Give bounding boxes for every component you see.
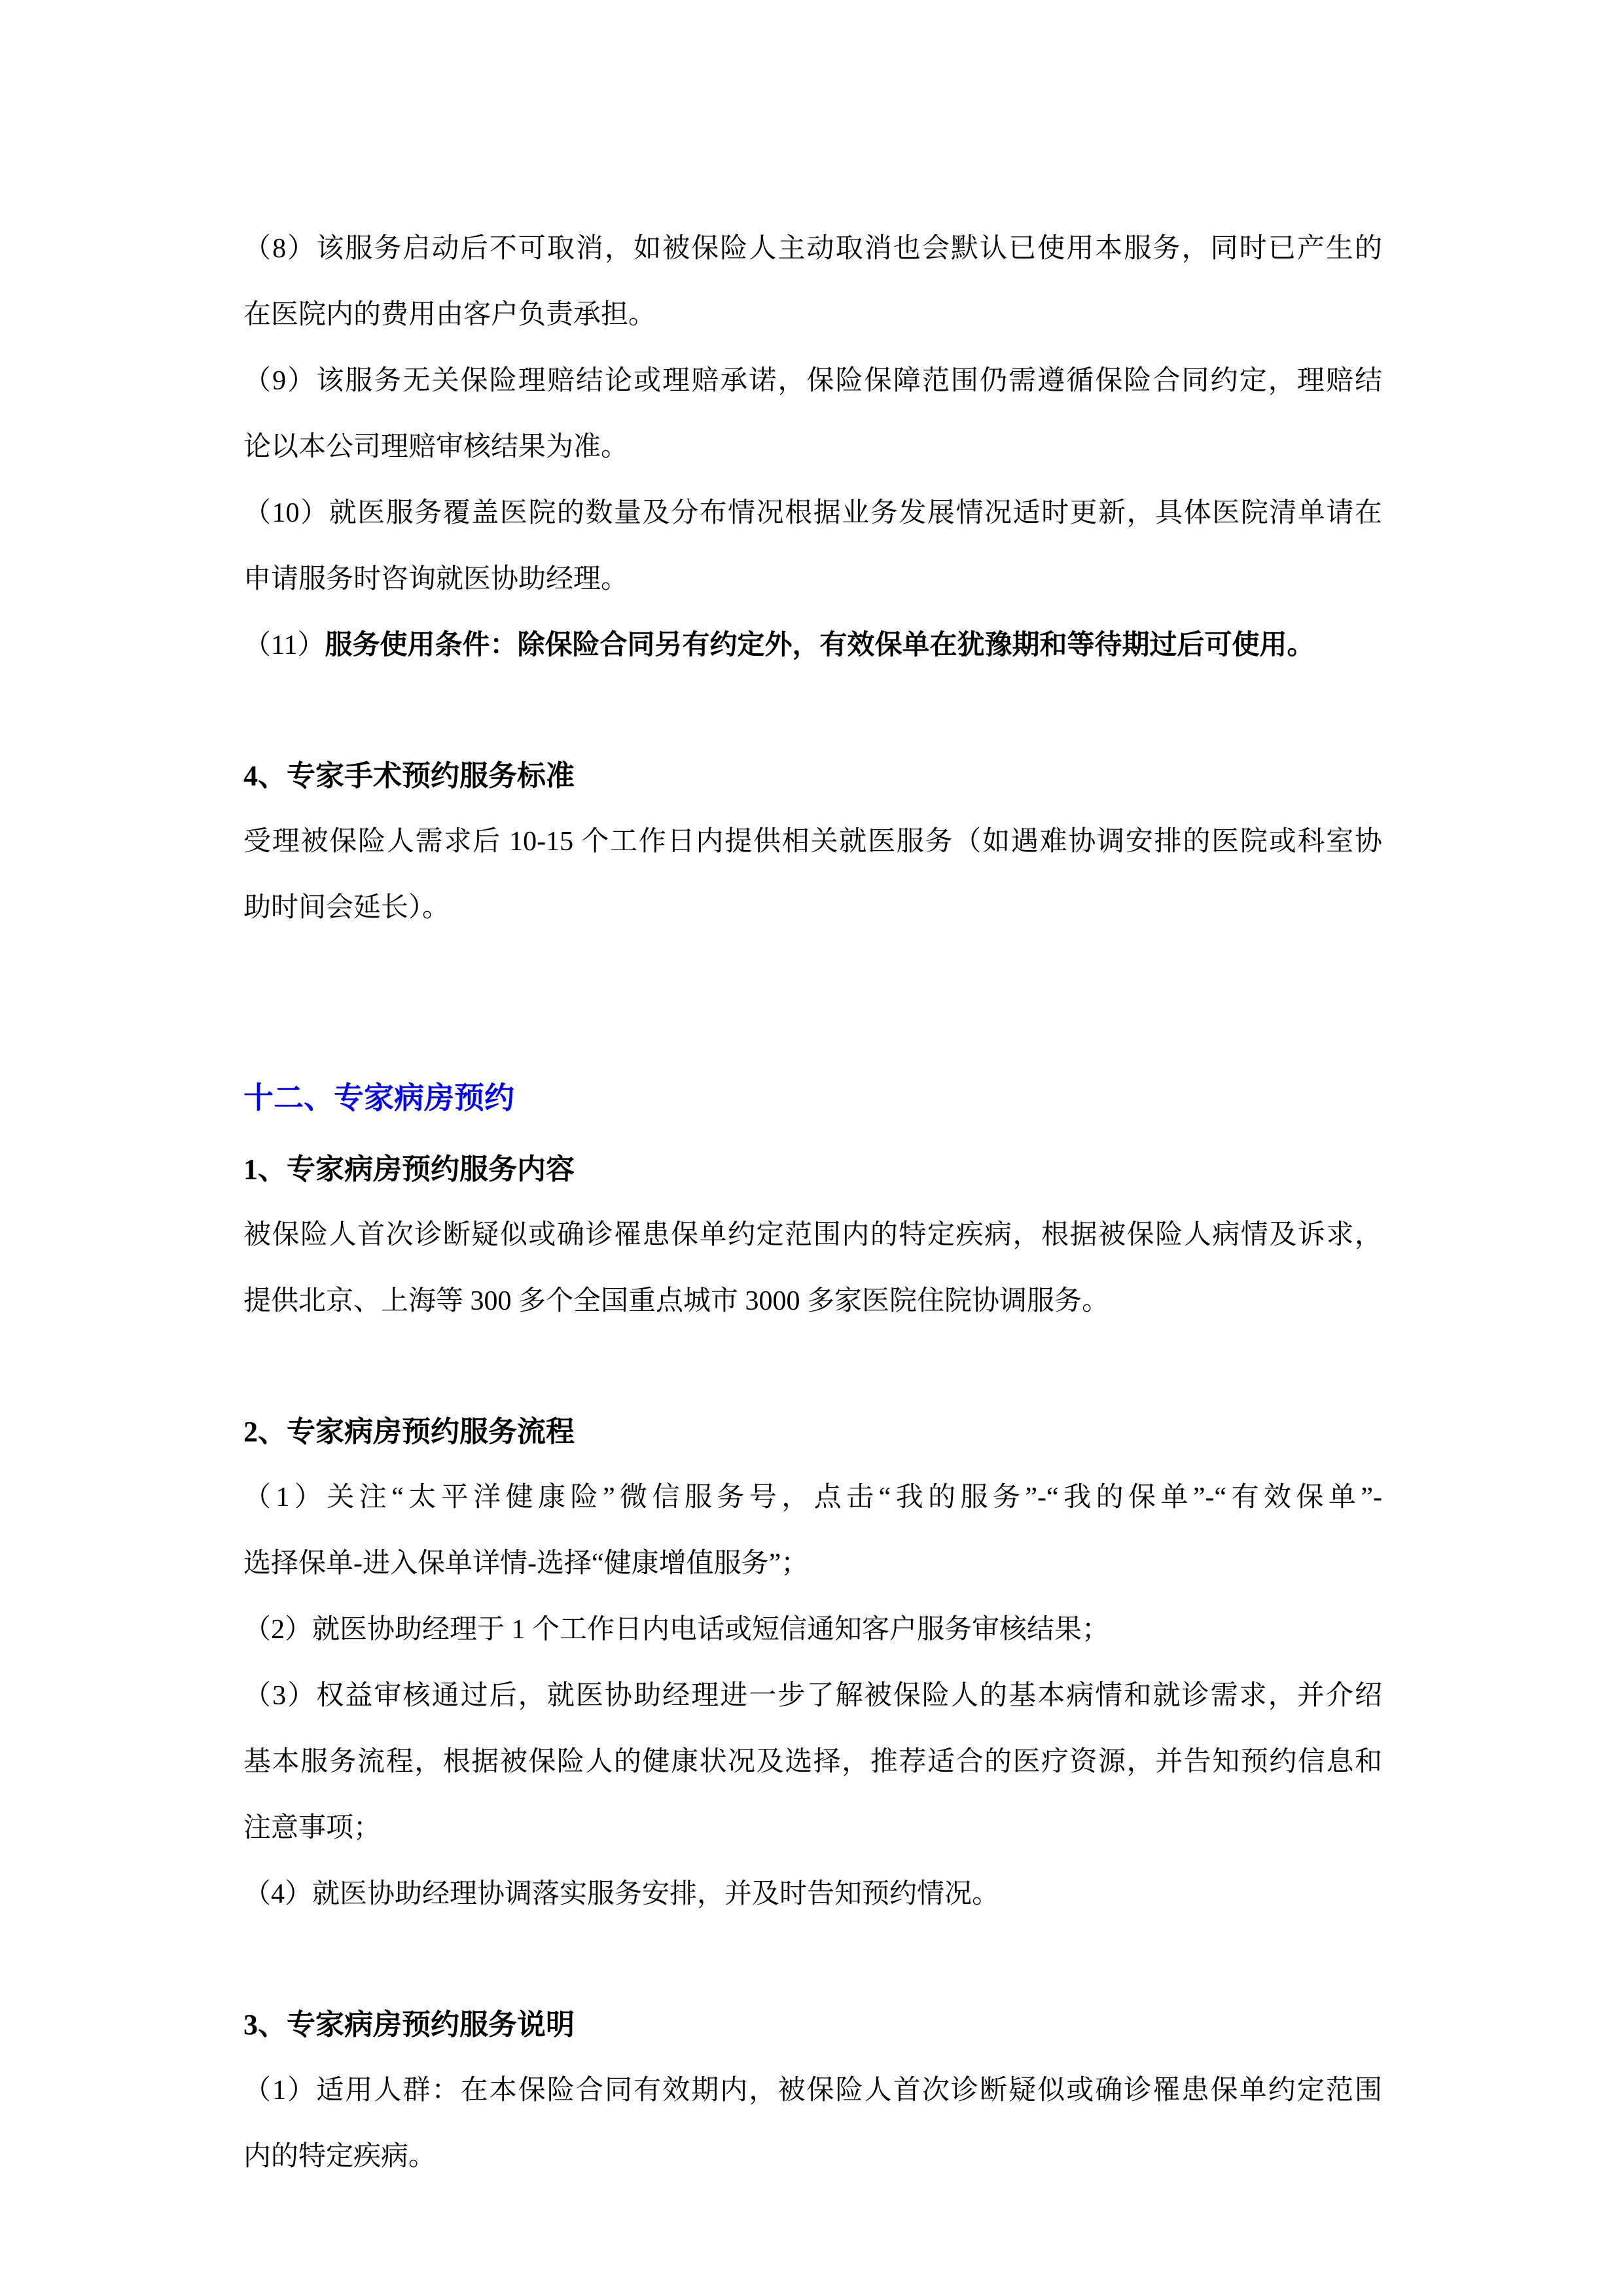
text-line <box>243 547 1382 613</box>
text-run: 注意事项； <box>243 1813 382 1843</box>
text-run: 十二、专家病房预约 <box>243 1081 514 1115</box>
text-line <box>243 1531 1382 1597</box>
text-line <box>243 1465 1382 1531</box>
text-line <box>243 348 1382 414</box>
heading-12-2 <box>243 1399 1382 1465</box>
text-run: （1）关注“太平洋健康险”微信服务号，点击“我的服务”-“我的保单”-“有效保单”- <box>243 1482 1382 1513</box>
heading-12-3 <box>243 1992 1382 2058</box>
text-run: 2、专家病房预约服务流程 <box>243 1416 575 1448</box>
text-run: （1）适用人群：在本保险合同有效期内，被保险人首次诊断疑似或确诊罹患保单约定范围 <box>243 2075 1382 2106</box>
text-line <box>243 1136 1382 1202</box>
text-line <box>243 2124 1382 2190</box>
text-line <box>243 282 1382 348</box>
text-line <box>243 216 1382 282</box>
text-run: （10）就医服务覆盖医院的数量及分布情况根据业务发展情况适时更新，具体医院清单请在 <box>243 498 1382 528</box>
text-run: （3）权益审核通过后，就医协助经理进一步了解被保险人的基本病情和就诊需求，并介绍 <box>243 1681 1382 1711</box>
text-line <box>243 2058 1382 2124</box>
para-11 <box>243 613 1382 679</box>
text-run: （2）就医协助经理于 1 个工作日内电话或短信通知客户服务审核结果； <box>243 1615 1110 1645</box>
text-line <box>243 1663 1382 1729</box>
heading-12-1 <box>243 1136 1382 1202</box>
text-line <box>243 1202 1382 1268</box>
para-8 <box>243 216 1382 348</box>
text-line <box>243 480 1382 547</box>
text-line <box>243 743 1382 809</box>
text-run: （8）该服务启动后不可取消，如被保险人主动取消也会默认已使用本服务，同时已产生的 <box>243 234 1382 264</box>
text-run: 选择保单-进入保单详情-选择“健康增值服务”； <box>243 1549 809 1579</box>
para-note-1 <box>243 2058 1382 2190</box>
text-line <box>243 1795 1382 1861</box>
document-body <box>243 216 1382 2190</box>
text-run: （11） <box>243 630 325 660</box>
para-flow-4 <box>243 1861 1382 1928</box>
text-run: 在医院内的费用由客户负责承担。 <box>243 300 656 330</box>
text-run: 被保险人首次诊断疑似或确诊罹患保单约定范围内的特定疾病，根据被保险人病情及诉求， <box>243 1220 1382 1250</box>
text-run: （4）就医协助经理协调落实服务安排，并及时告知预约情况。 <box>243 1879 1000 1909</box>
text-run: （9）该服务无关保险理赔结论或理赔承诺，保险保障范围仍需遵循保险合同约定，理赔结 <box>243 366 1382 396</box>
para-flow-1 <box>243 1465 1382 1597</box>
text-run: 助时间会延长）。 <box>243 893 450 923</box>
text-run: 内的特定疾病。 <box>243 2142 437 2172</box>
text-run: 3、专家病房预约服务说明 <box>243 2009 575 2041</box>
heading-surgery-standard <box>243 743 1382 809</box>
text-line <box>243 1729 1382 1795</box>
text-run: 申请服务时咨询就医协助经理。 <box>243 564 629 594</box>
text-run: 基本服务流程，根据被保险人的健康状况及选择，推荐适合的医疗资源，并告知预约信息和 <box>243 1747 1382 1777</box>
text-line <box>243 875 1382 941</box>
text-run: 1、专家病房预约服务内容 <box>243 1153 575 1185</box>
para-flow-3 <box>243 1663 1382 1861</box>
para-ward-content <box>243 1202 1382 1335</box>
text-run: 受理被保险人需求后 10-15 个工作日内提供相关就医服务（如遇难协调安排的医院或科室协 <box>243 827 1382 857</box>
text-run: 提供北京、上海等 300 多个全国重点城市 3000 多家医院住院协调服务。 <box>243 1286 1110 1316</box>
text-line <box>243 1399 1382 1465</box>
text-line <box>243 1597 1382 1663</box>
text-run: 论以本公司理赔审核结果为准。 <box>243 432 629 462</box>
text-line <box>243 1268 1382 1335</box>
text-run: 4、专家手术预约服务标准 <box>243 760 575 792</box>
text-line <box>243 613 1382 679</box>
heading-section-12 <box>243 1065 1382 1131</box>
text-line <box>243 1992 1382 2058</box>
para-10 <box>243 480 1382 613</box>
text-line <box>243 809 1382 875</box>
para-flow-2 <box>243 1597 1382 1663</box>
para-surgery-standard <box>243 809 1382 941</box>
text-run: 服务使用条件：除保险合同另有约定外，有效保单在犹豫期和等待期过后可使用。 <box>325 630 1315 660</box>
text-line <box>243 414 1382 480</box>
text-line <box>243 1861 1382 1928</box>
text-line <box>243 1065 1382 1131</box>
para-9 <box>243 348 1382 480</box>
